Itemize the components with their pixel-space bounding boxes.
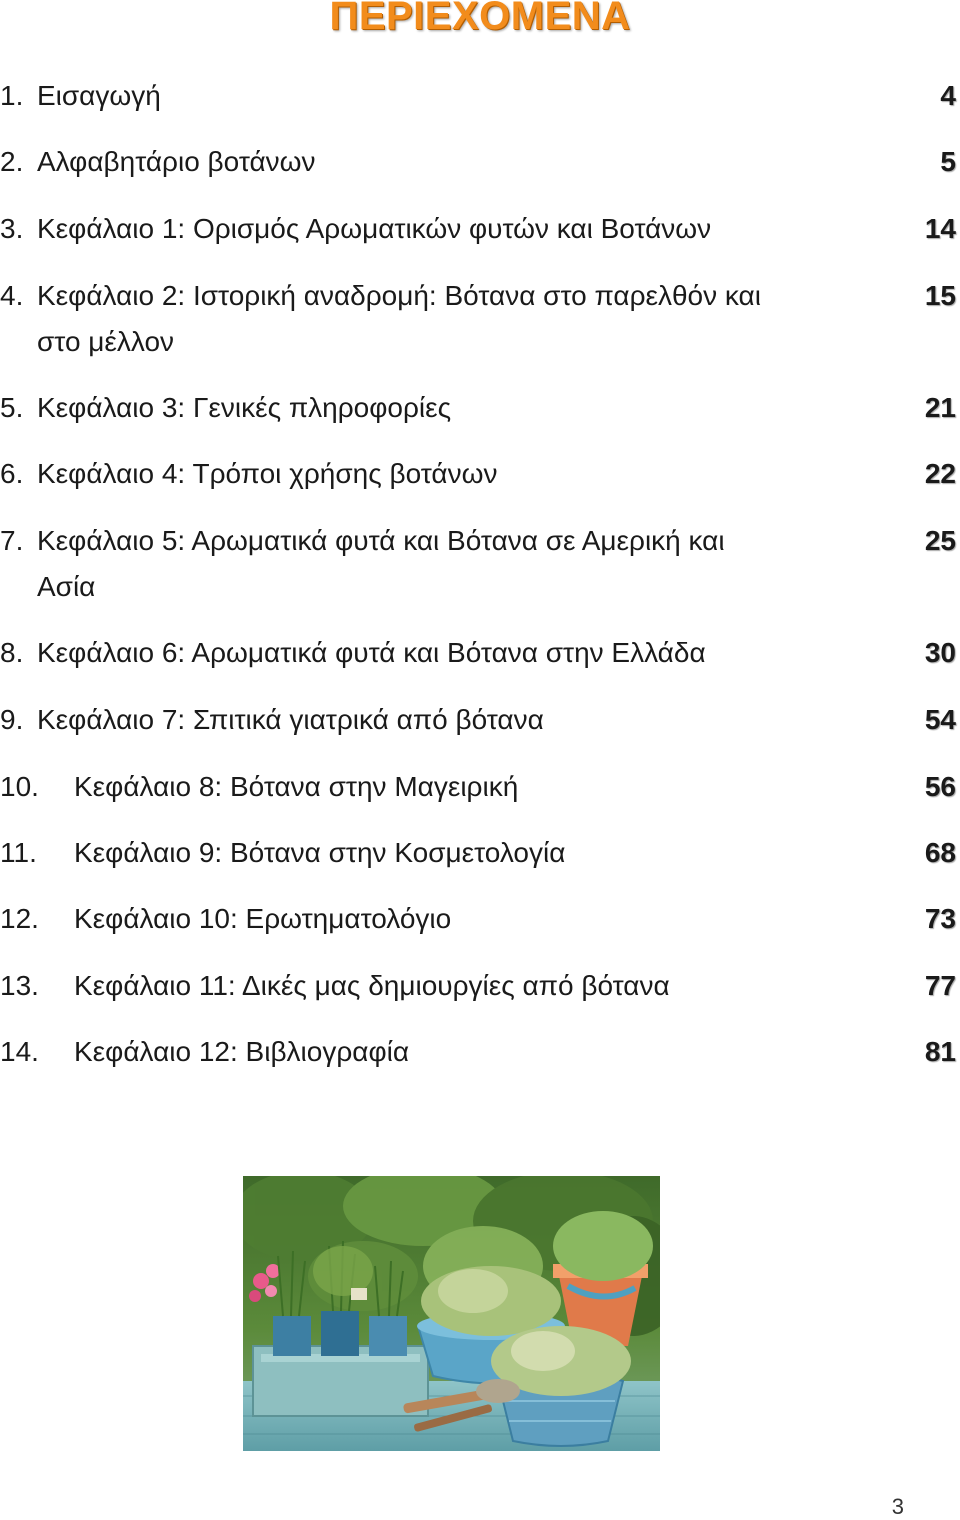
page-number: 3 [891, 1494, 904, 1519]
toc-entry-number: 2. [0, 146, 24, 177]
toc-entry-number: 1. [0, 80, 24, 111]
toc-entry-page: 68 [924, 837, 956, 868]
toc-entry-title: Κεφάλαιο 4: Τρόποι χρήσης βοτάνων [37, 458, 498, 489]
toc-entry-number: 3. [0, 213, 24, 244]
toc-entry-number: 10. [0, 771, 39, 802]
toc-entry-page: 73 [924, 903, 956, 934]
toc-entry-title: Κεφάλαιο 6: Αρωματικά φυτά και Βότανα στην Ελλάδα [37, 637, 706, 668]
toc-entry-number: 8. [0, 637, 24, 668]
toc-entry-number: 14. [0, 1036, 39, 1067]
toc-entry-page: 56 [924, 771, 956, 802]
toc-entry-number: 13. [0, 970, 39, 1001]
toc-entry-title: Κεφάλαιο 1: Ορισμός Αρωματικών φυτών και Βοτάνων [37, 213, 712, 244]
toc-entry-page: 77 [924, 970, 956, 1001]
toc-entry-title: Αλφαβητάριο βοτάνων [37, 146, 316, 177]
toc-entry-number: 5. [0, 392, 24, 423]
toc-entry-number: 7. [0, 525, 24, 556]
toc-entry-page: 15 [924, 280, 956, 311]
toc-entry-number: 12. [0, 903, 39, 934]
toc-entry-title: Κεφάλαιο 2: Ιστορική αναδρομή: Βότανα στο παρελθόν και [37, 280, 761, 311]
toc-entry-page: 14 [924, 213, 956, 244]
toc-entry-title-continued: στο μέλλον [37, 326, 175, 357]
toc-entry-page: 25 [924, 525, 956, 556]
herb-pots-photo [243, 1176, 660, 1451]
toc-entry-title: Κεφάλαιο 11: Δικές μας δημιουργίες από βότανα [74, 970, 670, 1001]
toc-entry-page: 54 [924, 704, 956, 735]
toc-entry-number: 6. [0, 458, 24, 489]
toc-entry-title: Κεφάλαιο 9: Βότανα στην Κοσμετολογία [74, 837, 566, 868]
toc-entry-page: 30 [924, 637, 956, 668]
toc-entry-title: Κεφάλαιο 3: Γενικές πληροφορίες [37, 392, 452, 423]
page-title: ΠΕΡΙΕΧΟΜΕΝΑ [329, 0, 631, 38]
toc-entry-page: 5 [940, 146, 956, 177]
toc-entry-title: Κεφάλαιο 8: Βότανα στην Μαγειρική [74, 771, 519, 802]
toc-entry-page: 81 [924, 1036, 956, 1067]
toc-entry-number: 4. [0, 280, 24, 311]
toc-entry-title-continued: Ασία [37, 571, 96, 602]
toc-entry-number: 9. [0, 704, 24, 735]
toc-entry-title: Κεφάλαιο 10: Ερωτηματολόγιο [74, 903, 452, 934]
toc-entry-page: 21 [924, 392, 956, 423]
toc-entry-title: Κεφάλαιο 7: Σπιτικά γιατρικά από βότανα [37, 704, 544, 735]
toc-entry-title: Κεφάλαιο 5: Αρωματικά φυτά και Βότανα σε Αμερική και [37, 525, 725, 556]
toc-entry-page: 4 [940, 80, 956, 111]
toc-entry-number: 11. [0, 837, 37, 868]
toc-entry-page: 22 [924, 458, 956, 489]
toc-entry-title: Εισαγωγή [37, 80, 161, 111]
toc-entry-title: Κεφάλαιο 12: Βιβλιογραφία [74, 1036, 410, 1067]
